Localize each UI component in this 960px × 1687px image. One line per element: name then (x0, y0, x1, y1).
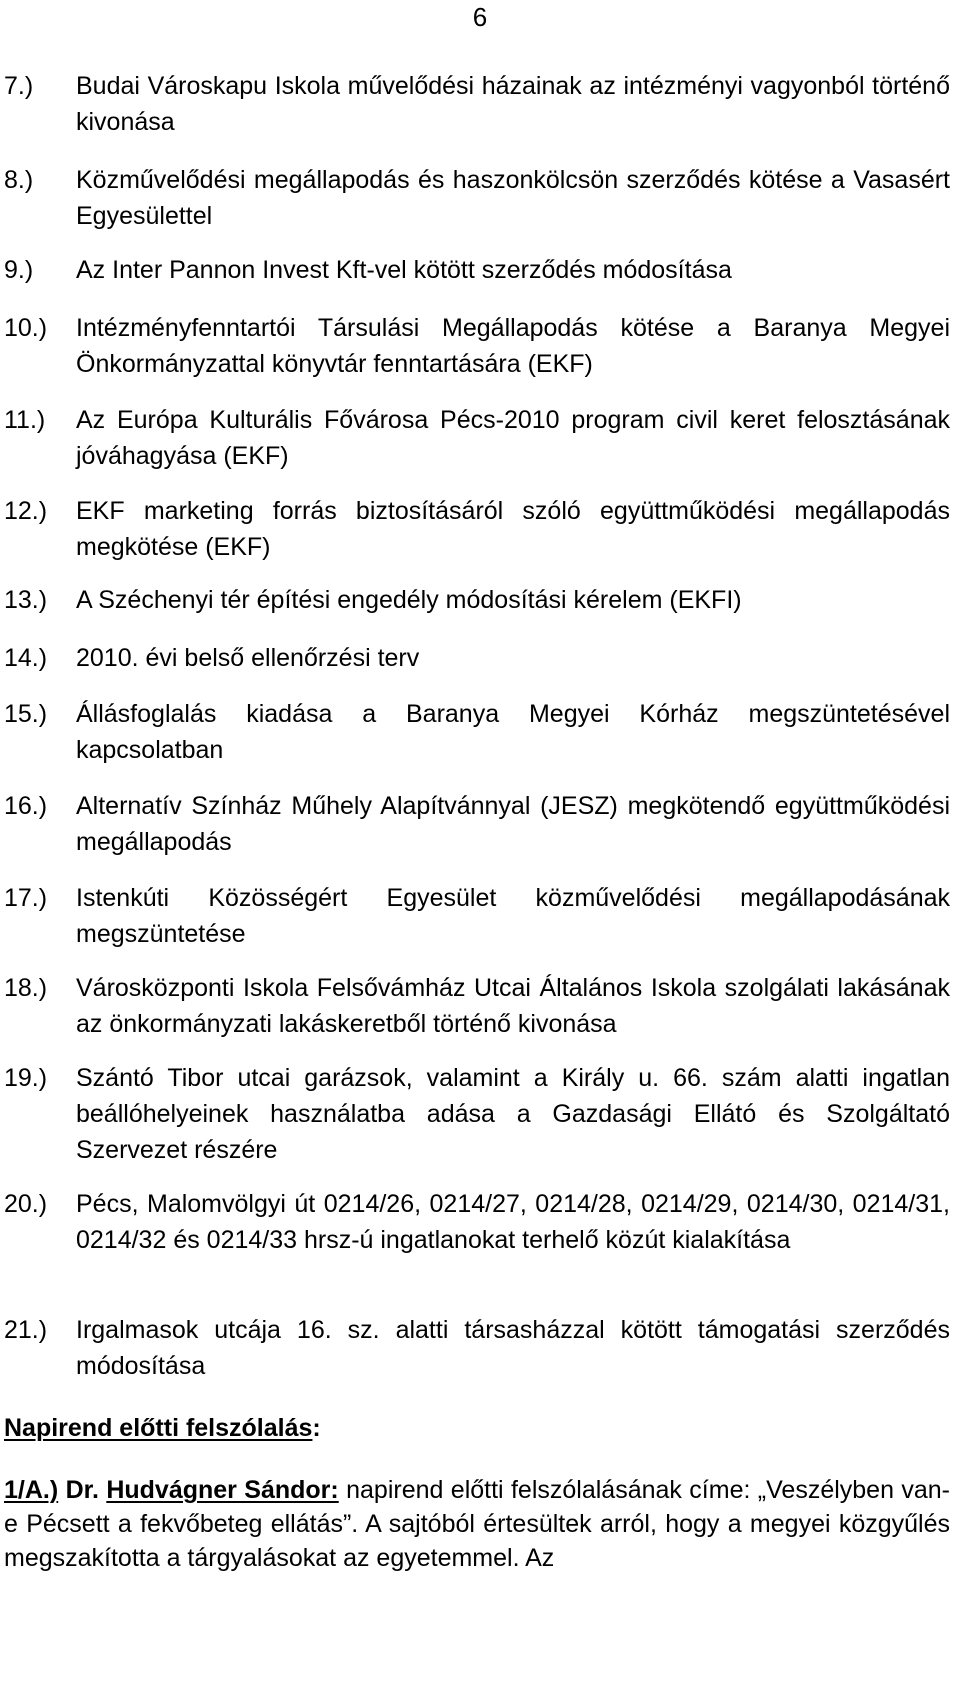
item-text: Az Inter Pannon Invest Kft-vel kötött szerződés módosítása (76, 256, 732, 284)
item-number: 10.) (4, 314, 48, 342)
list-item (0, 788, 960, 860)
item-number: 18.) (4, 974, 48, 1002)
item-text: Közművelődési megállapodás és haszonkölcsön szerződés kötése a Vasasért Egyesülettel (76, 166, 950, 230)
item-number: 21.) (4, 1316, 48, 1344)
list-item (0, 1312, 960, 1384)
list-item (0, 162, 960, 234)
list-item (0, 402, 960, 474)
list-item (0, 1186, 960, 1258)
item-text: EKF marketing forrás biztosításáról szóló együttműködési megállapodás megkötése (EKF) (76, 497, 950, 561)
list-item (0, 68, 960, 140)
item-text: Az Európa Kulturális Fővárosa Pécs-2010 program civil keret felosztásának jóváhagyása (EKF) (76, 406, 950, 470)
list-item (0, 640, 960, 676)
item-number: 15.) (4, 700, 48, 728)
speech-text: napirend előtti felszólalásának címe: „Veszélyben van-e Pécsett a fekvőbeteg ellátás”. A sajtóból értesültek arról, hogy a megyei közgyűlés megszakította a tárgyalásokat az egyetemmel. Az (4, 1476, 950, 1572)
list-item (0, 493, 960, 565)
list-item (0, 970, 960, 1042)
item-text: Alternatív Színház Műhely Alapítvánnyal (JESZ) megkötendő együttműködési megállapodás (76, 792, 950, 856)
section-heading-colon: : (312, 1414, 321, 1442)
item-number: 13.) (4, 586, 48, 614)
section-heading (4, 1410, 321, 1446)
page-number: 6 (472, 2, 488, 32)
item-text: Városközponti Iskola Felsővámház Utcai Általános Iskola szolgálati lakásának az önkormányzati lakáskeretből történő kivonása (76, 974, 950, 1038)
item-text: A Széchenyi tér építési engedély módosítási kérelem (EKFI) (76, 586, 742, 614)
list-item (0, 252, 960, 288)
speech-ref: 1/A.) (4, 1476, 59, 1504)
item-text: 2010. évi belső ellenőrzési terv (76, 644, 420, 672)
speech-paragraph (4, 1473, 950, 1575)
section-heading-text: Napirend előtti felszólalás (4, 1414, 313, 1442)
item-text: Állásfoglalás kiadása a Baranya Megyei Kórház megszüntetésével kapcsolatban (76, 700, 950, 764)
speaker-title: Dr. (65, 1476, 99, 1504)
item-number: 11.) (4, 406, 46, 434)
item-number: 7.) (4, 72, 34, 100)
item-number: 14.) (4, 644, 48, 672)
list-item (0, 1060, 960, 1168)
list-item (0, 310, 960, 382)
list-item (0, 582, 960, 618)
item-number: 9.) (4, 256, 34, 284)
item-number: 20.) (4, 1190, 48, 1218)
item-text: Szántó Tibor utcai garázsok, valamint a Király u. 66. szám alatti ingatlan beállóhelyeinek használatba adása a Gazdasági Ellátó és Szolgáltató Szervezet részére (76, 1064, 950, 1164)
item-text: Istenkúti Közösségért Egyesület közművelődési megállapodásának megszüntetése (76, 884, 950, 948)
item-number: 19.) (4, 1064, 48, 1092)
item-number: 17.) (4, 884, 48, 912)
speaker-name: Hudvágner Sándor: (106, 1476, 339, 1504)
item-text: Pécs, Malomvölgyi út 0214/26, 0214/27, 0214/28, 0214/29, 0214/30, 0214/31, 0214/32 és 0214/33 hrsz-ú ingatlanokat terhelő közút kialakítása (76, 1190, 950, 1254)
item-text: Irgalmasok utcája 16. sz. alatti társasházzal kötött támogatási szerződés módosítása (76, 1316, 950, 1380)
item-number: 16.) (4, 792, 48, 820)
item-text: Intézményfenntartói Társulási Megállapodás kötése a Baranya Megyei Önkormányzattal könyvtár fenntartására (EKF) (76, 314, 950, 378)
item-text: Budai Városkapu Iskola művelődési házainak az intézményi vagyonból történő kivonása (76, 72, 950, 136)
list-item (0, 880, 960, 952)
list-item (0, 696, 960, 768)
item-number: 12.) (4, 497, 48, 525)
item-number: 8.) (4, 166, 34, 194)
